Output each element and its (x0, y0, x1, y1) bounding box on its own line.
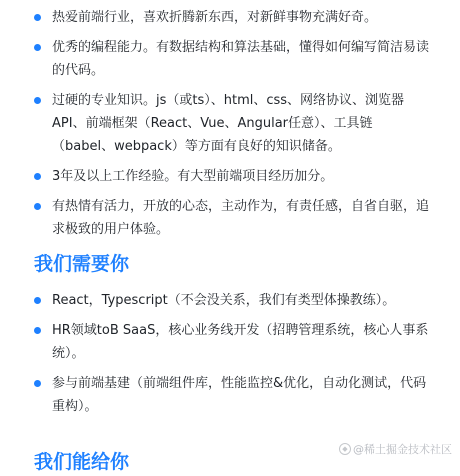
requirement-text: 3年及以上工作经验。有大型前端项目经历加分。 (52, 169, 334, 184)
bullet-dot-icon (34, 297, 41, 304)
requirement-item (0, 36, 460, 82)
bullet-dot-icon (34, 380, 41, 387)
bullet-dot-icon (34, 14, 41, 21)
watermark (339, 441, 452, 457)
we-need-list (0, 289, 460, 425)
we-need-item (0, 289, 460, 312)
requirement-item (0, 165, 460, 188)
bullet-dot-icon (34, 97, 41, 104)
section-heading-we-offer: 我们能给你 (34, 451, 130, 473)
requirement-item (0, 6, 460, 29)
requirement-item (0, 89, 460, 158)
we-need-text: React，Typescript（不会没关系，我们有类型体操教练）。 (52, 293, 396, 308)
bullet-dot-icon (34, 173, 41, 180)
bullet-dot-icon (34, 44, 41, 51)
bullet-dot-icon (34, 203, 41, 210)
we-need-item (0, 372, 460, 418)
bullet-dot-icon (34, 327, 41, 334)
we-need-item (0, 319, 460, 365)
requirement-item (0, 195, 460, 241)
juejin-logo-icon: ◆ (339, 443, 351, 455)
we-need-text: HR领域toB SaaS，核心业务线开发（招聘管理系统，核心人事系统）。 (52, 323, 429, 361)
section-heading-we-need: 我们需要你 (34, 253, 130, 275)
requirements-list (0, 6, 460, 248)
requirement-text: 有热情有活力，开放的心态，主动作为，有责任感，自省自驱，追求极致的用户体验。 (52, 199, 430, 237)
requirement-text: 优秀的编程能力。有数据结构和算法基础，懂得如何编写简洁易读的代码。 (52, 40, 430, 78)
watermark-text: @稀土掘金技术社区 (353, 443, 452, 456)
requirement-text: 热爱前端行业，喜欢折腾新东西，对新鲜事物充满好奇。 (52, 10, 378, 25)
requirement-text: 过硬的专业知识。js（或ts）、html、css、网络协议、浏览器API、前端框架（React、Vue、Angular任意）、工具链（babel、webpack）等方面有良好的知识储备。 (52, 93, 405, 154)
we-need-text: 参与前端基建（前端组件库，性能监控&优化，自动化测试，代码重构）。 (52, 376, 427, 414)
